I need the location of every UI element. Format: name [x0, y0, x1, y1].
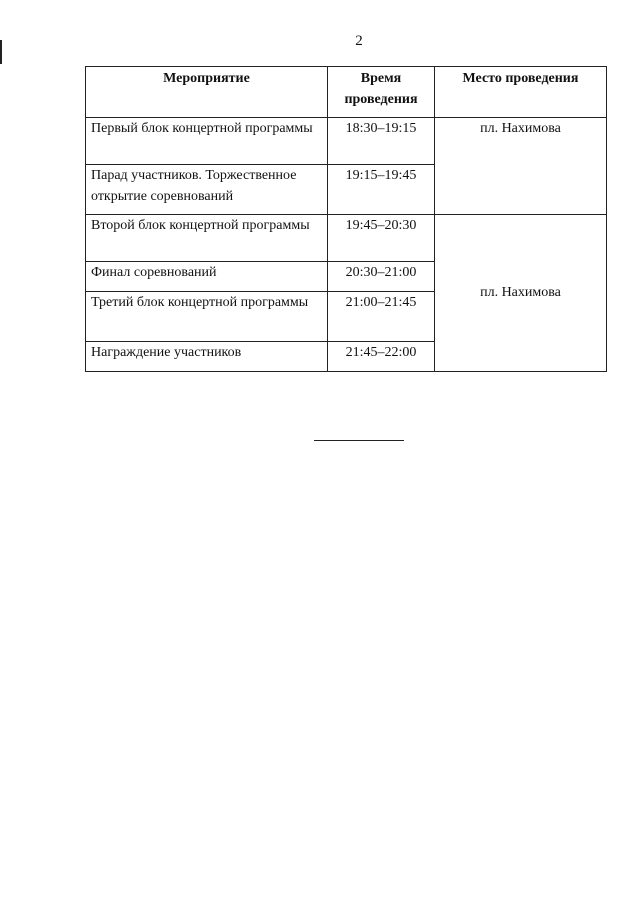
event-cell: Второй блок концертной программы	[86, 215, 328, 262]
time-cell: 19:15–19:45	[328, 165, 435, 215]
scan-edge-mark	[0, 40, 2, 64]
table-row	[86, 118, 607, 165]
closing-line	[314, 440, 404, 441]
schedule-table	[85, 66, 607, 372]
event-cell: Парад участников. Торжественное открытие соревнований	[86, 165, 328, 215]
time-cell: 18:30–19:15	[328, 118, 435, 165]
event-cell: Награждение участников	[86, 342, 328, 372]
table-header-row	[86, 67, 607, 118]
place-cell: пл. Нахимова	[435, 215, 607, 372]
time-cell: 21:00–21:45	[328, 292, 435, 342]
table-row	[86, 215, 607, 262]
place-cell: пл. Нахимова	[435, 118, 607, 215]
header-place: Место проведения	[435, 67, 607, 118]
event-cell: Третий блок концертной программы	[86, 292, 328, 342]
time-cell: 19:45–20:30	[328, 215, 435, 262]
page-number: 2	[355, 33, 363, 49]
event-cell: Первый блок концертной программы	[86, 118, 328, 165]
header-time: Время проведения	[328, 67, 435, 118]
event-cell: Финал соревнований	[86, 262, 328, 292]
time-cell: 20:30–21:00	[328, 262, 435, 292]
time-cell: 21:45–22:00	[328, 342, 435, 372]
header-event: Мероприятие	[86, 67, 328, 118]
